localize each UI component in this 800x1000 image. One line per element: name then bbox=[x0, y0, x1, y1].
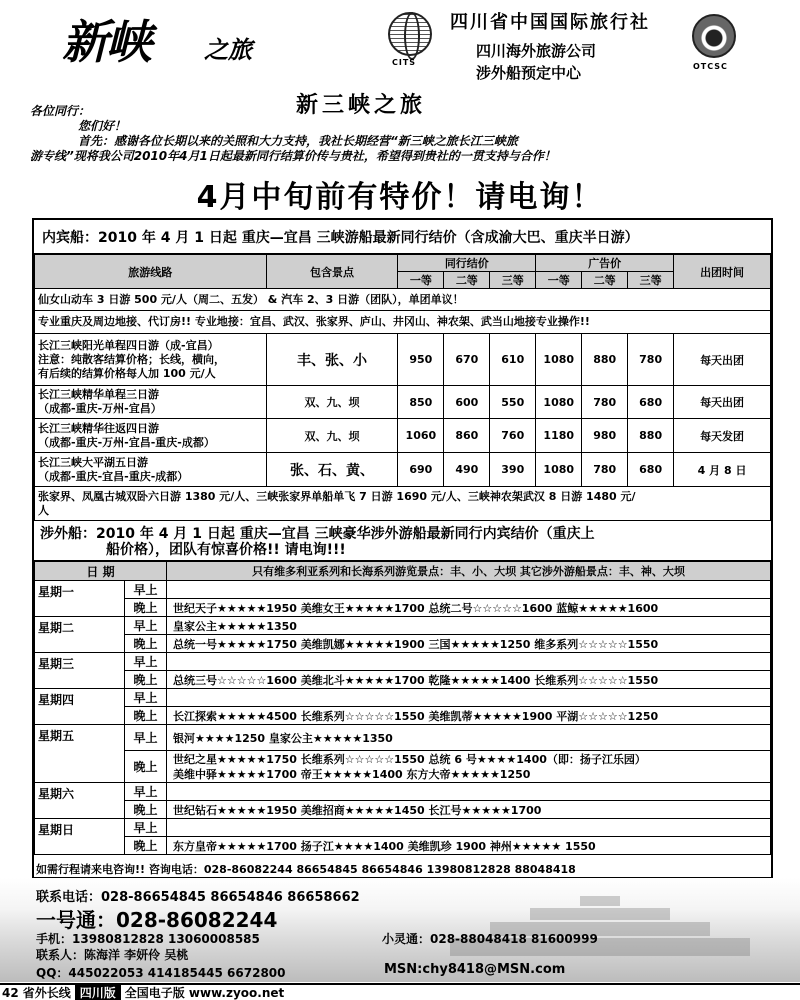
brand-logo bbox=[62, 6, 272, 69]
slot-evening: 晚上 bbox=[125, 837, 167, 855]
route-line: 长江三峡大平湖五日游 bbox=[38, 455, 148, 469]
ship-list bbox=[167, 751, 771, 783]
peer-price-1: 850 bbox=[398, 386, 444, 419]
day-label: 星期一 bbox=[35, 581, 125, 617]
ad-price-3: 680 bbox=[628, 386, 674, 419]
slot-morning: 早上 bbox=[125, 689, 167, 707]
section-name: 省外长线 bbox=[22, 986, 71, 1000]
route-line: 长江三峡精华往返四日游 bbox=[38, 421, 159, 435]
depart-time: 每天发团 bbox=[674, 419, 771, 453]
inquiry-note: 如需行程请来电咨询!! 咨询电话：028-86082244 86654845 86654846 13980812828 88048418 bbox=[36, 863, 576, 876]
route-name bbox=[35, 334, 267, 386]
day-label: 星期四 bbox=[35, 689, 125, 725]
price-list-frame bbox=[32, 218, 773, 879]
foreign-ship-title-line: 涉外船：2010 年 4 月 1 日起 重庆—宜昌 三峡豪华涉外游船最新同行内宾结价（重庆上 bbox=[40, 526, 595, 542]
peer-price-2: 600 bbox=[444, 386, 490, 419]
slot-evening: 晚上 bbox=[125, 635, 167, 653]
ad-price-3: 680 bbox=[628, 453, 674, 487]
depart-time: 每天出团 bbox=[674, 334, 771, 386]
foreign-ship-title bbox=[34, 523, 771, 561]
fairy-mountain-note: 仙女山动车 3 日游 500 元/人（周二、五发） & 汽车 2、3 日游（团队），单团单议！ bbox=[35, 289, 771, 311]
col-header-peer-price: 同行结价 bbox=[398, 255, 536, 272]
ad-price-3: 880 bbox=[628, 419, 674, 453]
slot-evening: 晚上 bbox=[125, 671, 167, 689]
slot-evening: 晚上 bbox=[125, 751, 167, 783]
day-label: 星期二 bbox=[35, 617, 125, 653]
page-title: 新三峡之旅 bbox=[296, 92, 427, 118]
col-header-route: 旅游线路 bbox=[35, 255, 267, 289]
col-header-class-2: 二等 bbox=[582, 272, 628, 289]
slot-morning: 早上 bbox=[125, 653, 167, 671]
ship-list-line: 世纪之星★★★★★1750 长维系列☆☆☆☆☆1550 总统 6 号★★★★1400（即：扬子江乐园） bbox=[173, 752, 646, 766]
logo-sub-text: 之旅 bbox=[204, 35, 252, 64]
depart-time: 每天出团 bbox=[674, 386, 771, 419]
greeting-line-3: 首先：感谢各位长期以来的关照和大力支持，我社长期经营“新三峡之旅长江三峡旅 bbox=[78, 134, 518, 148]
domestic-ship-title: 内宾船：2010 年 4 月 1 日起 重庆—宜昌 三峡游船最新同行结价（含成渝大巴、重庆半日游） bbox=[34, 220, 771, 254]
route-line: （成都-重庆-宜昌-重庆-成都） bbox=[38, 469, 189, 483]
contact-msn: MSN:chy8418@MSN.com bbox=[384, 962, 566, 977]
local-service-note: 专业重庆及周边地接、代订房!! 专业地接：宜昌、武汉、张家界、庐山、井冈山、神农架、武当山地接专业操作!! bbox=[35, 311, 771, 334]
ship-list bbox=[167, 653, 771, 671]
ship-list: 总统三号☆☆☆☆☆1600 美维北斗★★★★★1700 乾隆★★★★★1400 长维系列☆☆☆☆☆1550 bbox=[167, 671, 771, 689]
peer-price-1: 950 bbox=[398, 334, 444, 386]
day-label: 星期五 bbox=[35, 725, 125, 783]
edition-tag: 四川版 bbox=[75, 983, 121, 1000]
route-line: 长江三峡阳光单程四日游（成-宜昌） bbox=[38, 338, 219, 352]
ad-price-2: 880 bbox=[582, 334, 628, 386]
ad-price-1: 1080 bbox=[536, 386, 582, 419]
slot-morning: 早上 bbox=[125, 581, 167, 599]
org-name-1: 四川省中国国际旅行社 bbox=[450, 12, 650, 33]
ship-list: 世纪天子★★★★★1950 美维女王★★★★★1700 总统二号☆☆☆☆☆1600 蓝鲸★★★★★1600 bbox=[167, 599, 771, 617]
route-line: （成都-重庆-万州-宜昌） bbox=[38, 402, 162, 415]
page-number: 42 bbox=[2, 985, 19, 1000]
contact-mobile: 手机：13980812828 13060008585 bbox=[36, 932, 260, 946]
ship-list: 东方皇帝★★★★★1700 扬子江★★★★1400 美维凯珍 1900 神州★★★★★ 1550 bbox=[167, 837, 771, 855]
ad-price-2: 980 bbox=[582, 419, 628, 453]
slot-morning: 早上 bbox=[125, 819, 167, 837]
peer-price-2: 860 bbox=[444, 419, 490, 453]
route-sights: 张、石、黄、 bbox=[266, 453, 398, 487]
col-header-sights-info: 只有维多利亚系列和长海系列游览景点：丰、小、大坝 其它涉外游船景点：丰、神、大坝 bbox=[167, 562, 771, 581]
route-sights: 双、九、坝 bbox=[266, 386, 398, 419]
slot-morning: 早上 bbox=[125, 617, 167, 635]
day-label: 星期六 bbox=[35, 783, 125, 819]
peer-price-2: 670 bbox=[444, 334, 490, 386]
contact-block bbox=[0, 878, 800, 982]
page-footer-strip bbox=[0, 983, 800, 1000]
ship-list bbox=[167, 581, 771, 599]
extra-routes-line: 人 bbox=[38, 503, 49, 517]
foreign-ship-title-line: 船价格），团队有惊喜价格!! 请电询!!! bbox=[106, 542, 346, 558]
header bbox=[0, 0, 800, 88]
table-row bbox=[35, 419, 771, 453]
col-header-class-1: 一等 bbox=[536, 272, 582, 289]
route-line: （成都-重庆-万州-宜昌-重庆-成都） bbox=[38, 435, 215, 449]
depart-time: 4 月 8 日 bbox=[674, 453, 771, 487]
col-header-class-3: 三等 bbox=[628, 272, 674, 289]
slot-morning: 早上 bbox=[125, 783, 167, 801]
day-label: 星期三 bbox=[35, 653, 125, 689]
col-header-sights: 包含景点 bbox=[266, 255, 398, 289]
ship-list bbox=[167, 689, 771, 707]
otcsc-seal-icon bbox=[692, 14, 736, 58]
greeting bbox=[30, 104, 780, 164]
col-header-date: 日 期 bbox=[35, 562, 167, 581]
greeting-line-1: 各位同行： bbox=[30, 104, 91, 118]
domestic-price-table bbox=[34, 254, 771, 521]
contact-persons: 联系人：陈海洋 李妍伶 吴桃 bbox=[36, 948, 189, 962]
table-row bbox=[35, 386, 771, 419]
greeting-line-4: 游专线”现将我公司2010年4月1日起最新同行结算价传与贵社，希望得到贵社的一贯支持与合作！ bbox=[30, 149, 556, 163]
extra-routes-note bbox=[35, 487, 771, 521]
cits-caption: CITS bbox=[392, 58, 417, 67]
col-header-class-1: 一等 bbox=[398, 272, 444, 289]
logo-main-text: 新峡 bbox=[62, 15, 150, 69]
ship-list: 银河★★★★1250 皇家公主★★★★★1350 bbox=[167, 725, 771, 751]
ad-price-3: 780 bbox=[628, 334, 674, 386]
cits-globe-icon bbox=[388, 12, 432, 56]
peer-price-2: 490 bbox=[444, 453, 490, 487]
slot-evening: 晚上 bbox=[125, 707, 167, 725]
route-line: 长江三峡精华单程三日游 bbox=[38, 388, 159, 401]
peer-price-1: 1060 bbox=[398, 419, 444, 453]
route-sights: 双、九、坝 bbox=[266, 419, 398, 453]
ship-list bbox=[167, 783, 771, 801]
ad-price-2: 780 bbox=[582, 386, 628, 419]
contact-qq: QQ：445022053 414185445 6672800 bbox=[36, 966, 286, 980]
ad-price-1: 1080 bbox=[536, 334, 582, 386]
contact-phone: 联系电话：028-86654845 86654846 86658662 bbox=[36, 890, 360, 905]
route-name bbox=[35, 419, 267, 453]
peer-price-3: 390 bbox=[490, 453, 536, 487]
ad-price-1: 1180 bbox=[536, 419, 582, 453]
col-header-class-3: 三等 bbox=[490, 272, 536, 289]
site-link[interactable]: 全国电子版 www.zyoo.net bbox=[124, 986, 285, 1000]
table-row bbox=[35, 334, 771, 386]
col-header-depart: 出团时间 bbox=[674, 255, 771, 289]
col-header-class-2: 二等 bbox=[444, 272, 490, 289]
ship-list: 长江探索★★★★★4500 长维系列☆☆☆☆☆1550 美维凯蒂★★★★★1900 平湖☆☆☆☆☆1250 bbox=[167, 707, 771, 725]
slot-morning: 早上 bbox=[125, 725, 167, 751]
peer-price-3: 760 bbox=[490, 419, 536, 453]
contact-hotline: 一号通：028-86082244 bbox=[36, 908, 278, 932]
org-name-3: 涉外船预定中心 bbox=[476, 64, 582, 82]
route-name bbox=[35, 386, 267, 419]
ship-list: 总统一号★★★★★1750 美维凯娜★★★★★1900 三国★★★★★1250 维多系列☆☆☆☆☆1550 bbox=[167, 635, 771, 653]
ad-price-2: 780 bbox=[582, 453, 628, 487]
contact-phs: 小灵通：028-88048418 81600999 bbox=[382, 932, 598, 946]
peer-price-1: 690 bbox=[398, 453, 444, 487]
ship-list: 皇家公主★★★★★1350 bbox=[167, 617, 771, 635]
route-line: 有后续的结算价格每人加 100 元/人 bbox=[38, 366, 216, 380]
route-line: 注意：纯散客结算价格；长线，横向， bbox=[38, 352, 225, 366]
promo-banner: 4月中旬前有特价！请电询！ bbox=[196, 180, 604, 215]
day-label: 星期日 bbox=[35, 819, 125, 855]
route-sights: 丰、张、小 bbox=[266, 334, 398, 386]
weekly-schedule-table bbox=[34, 561, 771, 855]
slot-evening: 晚上 bbox=[125, 599, 167, 617]
extra-routes-line: 张家界、凤凰古城双卧六日游 1380 元/人、三峡张家界单船单飞 7 日游 1690 元/人、三峡神农架武汉 8 日游 1480 元/ bbox=[38, 489, 636, 503]
org-name-2: 四川海外旅游公司 bbox=[476, 42, 597, 60]
peer-price-3: 550 bbox=[490, 386, 536, 419]
col-header-ad-price: 广告价 bbox=[536, 255, 674, 272]
ship-list: 世纪钻石★★★★★1950 美维招商★★★★★1450 长江号★★★★★1700 bbox=[167, 801, 771, 819]
route-name bbox=[35, 453, 267, 487]
otcsc-caption: OTCSC bbox=[693, 62, 728, 71]
ship-list bbox=[167, 819, 771, 837]
ship-list-line: 美维中驿★★★★★1700 帝王★★★★★1400 东方大帝★★★★★1250 bbox=[173, 767, 531, 781]
cruise-ship-image bbox=[430, 888, 760, 968]
slot-evening: 晚上 bbox=[125, 801, 167, 819]
ad-price-1: 1080 bbox=[536, 453, 582, 487]
greeting-line-2: 您们好！ bbox=[78, 119, 127, 133]
table-row bbox=[35, 453, 771, 487]
peer-price-3: 610 bbox=[490, 334, 536, 386]
